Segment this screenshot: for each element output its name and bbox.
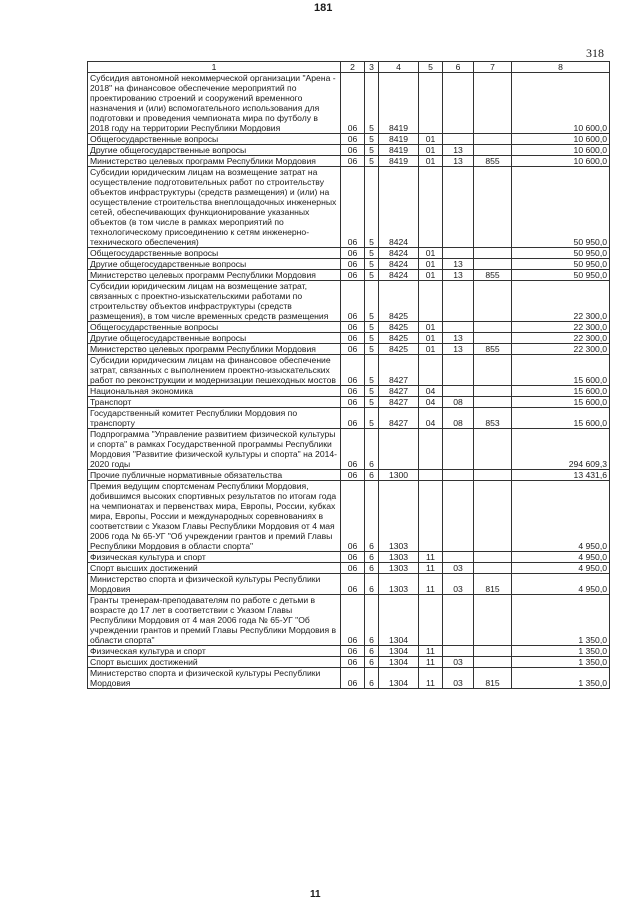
table-row — [88, 322, 610, 333]
row-name-cell: Общегосударственные вопросы — [88, 322, 341, 333]
subsection-code-cell: 5 — [365, 322, 379, 333]
table-row — [88, 344, 610, 355]
section-code-cell: 06 — [341, 248, 365, 259]
row-name-cell: Физическая культура и спорт — [88, 552, 341, 563]
row-name-cell: Субсидии юридическим лицам на финансовое обеспечение затрат, связанных с выполнением проектно-изыскательских работ по реконструкции и модернизации пешеходных мостов — [88, 355, 341, 386]
subsection-code-cell: 6 — [365, 429, 379, 470]
subchapter-code-cell — [443, 281, 474, 322]
table-row — [88, 397, 610, 408]
table-row — [88, 646, 610, 657]
subsection-code-cell: 6 — [365, 563, 379, 574]
ministry-code-cell — [474, 552, 512, 563]
table-row — [88, 73, 610, 134]
amount-cell: 4 950,0 — [512, 481, 610, 552]
subchapter-code-cell: 13 — [443, 270, 474, 281]
section-code-cell: 06 — [341, 429, 365, 470]
subchapter-code-cell — [443, 552, 474, 563]
row-name-cell: Прочие публичные нормативные обязательства — [88, 470, 341, 481]
ministry-code-cell — [474, 355, 512, 386]
article-code-cell: 8419 — [379, 156, 419, 167]
section-code-cell: 06 — [341, 322, 365, 333]
section-code-cell: 06 — [341, 167, 365, 248]
section-code-cell: 06 — [341, 145, 365, 156]
amount-cell: 22 300,0 — [512, 333, 610, 344]
chapter-code-cell — [419, 355, 443, 386]
table-row — [88, 574, 610, 595]
section-code-cell: 06 — [341, 574, 365, 595]
table-row — [88, 668, 610, 689]
subchapter-code-cell: 08 — [443, 397, 474, 408]
row-name-cell: Министерство спорта и физической культуры Республики Мордовия — [88, 668, 341, 689]
budget-table — [87, 61, 610, 689]
table-row — [88, 355, 610, 386]
chapter-code-cell — [419, 73, 443, 134]
section-code-cell: 06 — [341, 156, 365, 167]
amount-cell: 1 350,0 — [512, 668, 610, 689]
subchapter-code-cell: 13 — [443, 344, 474, 355]
article-code-cell: 8427 — [379, 355, 419, 386]
amount-cell: 13 431,6 — [512, 470, 610, 481]
table-row — [88, 333, 610, 344]
section-code-cell: 06 — [341, 259, 365, 270]
subsection-code-cell: 6 — [365, 595, 379, 646]
amount-cell: 10 600,0 — [512, 145, 610, 156]
table-row — [88, 595, 610, 646]
ministry-code-cell: 853 — [474, 408, 512, 429]
subsection-code-cell: 5 — [365, 344, 379, 355]
amount-cell: 15 600,0 — [512, 386, 610, 397]
row-name-cell: Министерство целевых программ Республики Мордовия — [88, 156, 341, 167]
subchapter-code-cell: 03 — [443, 574, 474, 595]
chapter-code-cell: 04 — [419, 397, 443, 408]
amount-cell: 22 300,0 — [512, 281, 610, 322]
chapter-code-cell: 11 — [419, 563, 443, 574]
section-code-cell: 06 — [341, 397, 365, 408]
subsection-code-cell: 5 — [365, 73, 379, 134]
amount-cell: 1 350,0 — [512, 657, 610, 668]
subsection-code-cell: 5 — [365, 259, 379, 270]
chapter-code-cell: 11 — [419, 574, 443, 595]
subchapter-code-cell — [443, 134, 474, 145]
article-code-cell: 8424 — [379, 259, 419, 270]
row-name-cell: Подпрограмма "Управление развитием физической культуры и спорта" в рамках Государственной программы Республики Мордовия "Развитие физической культуры и спорта" на 2014-2020 годы — [88, 429, 341, 470]
page-number: 318 — [586, 46, 604, 60]
header-cell: 3 — [365, 62, 379, 73]
row-name-cell: Премия ведущим спортсменам Республики Мордовия, добившимся высоких спортивных результатов по итогам года на чемпионатах и первенствах мира, Европы, России, кубках мира, Европы, России и международных соревнованиях в соответствии с Указом Главы Республики Мордовия от 4 мая 2006 года № 65-УГ "Об учреждении грантов и премий Главы Республики Мордовия в области спорта" — [88, 481, 341, 552]
chapter-code-cell: 11 — [419, 646, 443, 657]
ministry-code-cell — [474, 248, 512, 259]
table-row — [88, 481, 610, 552]
subchapter-code-cell — [443, 646, 474, 657]
subsection-code-cell: 5 — [365, 248, 379, 259]
section-code-cell: 06 — [341, 563, 365, 574]
article-code-cell: 8425 — [379, 281, 419, 322]
chapter-code-cell: 01 — [419, 259, 443, 270]
subsection-code-cell: 5 — [365, 134, 379, 145]
amount-cell: 4 950,0 — [512, 563, 610, 574]
top-page-mark: 181 — [314, 2, 333, 14]
ministry-code-cell — [474, 386, 512, 397]
row-name-cell: Спорт высших достижений — [88, 563, 341, 574]
ministry-code-cell — [474, 333, 512, 344]
ministry-code-cell: 815 — [474, 668, 512, 689]
table-row — [88, 408, 610, 429]
chapter-code-cell: 01 — [419, 270, 443, 281]
article-code-cell: 1304 — [379, 668, 419, 689]
chapter-code-cell: 04 — [419, 408, 443, 429]
chapter-code-cell: 01 — [419, 134, 443, 145]
subsection-code-cell: 6 — [365, 646, 379, 657]
article-code-cell: 1303 — [379, 481, 419, 552]
table-row — [88, 248, 610, 259]
row-name-cell: Общегосударственные вопросы — [88, 134, 341, 145]
chapter-code-cell: 01 — [419, 248, 443, 259]
section-code-cell: 06 — [341, 668, 365, 689]
subchapter-code-cell — [443, 322, 474, 333]
chapter-code-cell: 11 — [419, 668, 443, 689]
subsection-code-cell: 5 — [365, 408, 379, 429]
row-name-cell: Субсидия автономной некоммерческой организации "Арена - 2018" на финансовое обеспечение мероприятий по проектированию строений и сооружений временного назначения и (или) вспомогательного использования для подготовки и проведения чемпионата мира по футболу в 2018 году на территории Республики Мордовия — [88, 73, 341, 134]
table-row — [88, 552, 610, 563]
table-row — [88, 259, 610, 270]
subsection-code-cell: 6 — [365, 481, 379, 552]
subchapter-code-cell — [443, 248, 474, 259]
header-cell: 4 — [379, 62, 419, 73]
amount-cell: 50 950,0 — [512, 248, 610, 259]
subsection-code-cell: 5 — [365, 386, 379, 397]
table-row — [88, 281, 610, 322]
ministry-code-cell: 855 — [474, 156, 512, 167]
subchapter-code-cell — [443, 386, 474, 397]
amount-cell: 1 350,0 — [512, 595, 610, 646]
amount-cell: 15 600,0 — [512, 408, 610, 429]
row-name-cell: Общегосударственные вопросы — [88, 248, 341, 259]
section-code-cell: 06 — [341, 355, 365, 386]
row-name-cell: Транспорт — [88, 397, 341, 408]
row-name-cell: Другие общегосударственные вопросы — [88, 333, 341, 344]
row-name-cell: Другие общегосударственные вопросы — [88, 259, 341, 270]
subchapter-code-cell: 13 — [443, 333, 474, 344]
article-code-cell: 1300 — [379, 470, 419, 481]
amount-cell: 294 609,3 — [512, 429, 610, 470]
table-row — [88, 470, 610, 481]
subsection-code-cell: 5 — [365, 145, 379, 156]
subsection-code-cell: 5 — [365, 397, 379, 408]
amount-cell: 22 300,0 — [512, 344, 610, 355]
section-code-cell: 06 — [341, 595, 365, 646]
amount-cell: 4 950,0 — [512, 552, 610, 563]
ministry-code-cell — [474, 281, 512, 322]
row-name-cell: Государственный комитет Республики Мордовия по транспорту — [88, 408, 341, 429]
subsection-code-cell: 5 — [365, 270, 379, 281]
header-cell: 7 — [474, 62, 512, 73]
ministry-code-cell — [474, 397, 512, 408]
ministry-code-cell — [474, 167, 512, 248]
chapter-code-cell — [419, 429, 443, 470]
chapter-code-cell — [419, 595, 443, 646]
amount-cell: 22 300,0 — [512, 322, 610, 333]
article-code-cell: 8427 — [379, 397, 419, 408]
ministry-code-cell — [474, 429, 512, 470]
subsection-code-cell: 5 — [365, 156, 379, 167]
article-code-cell — [379, 429, 419, 470]
header-cell: 5 — [419, 62, 443, 73]
article-code-cell: 8425 — [379, 333, 419, 344]
amount-cell: 15 600,0 — [512, 355, 610, 386]
subchapter-code-cell: 13 — [443, 259, 474, 270]
chapter-code-cell: 01 — [419, 145, 443, 156]
table-row — [88, 156, 610, 167]
amount-cell: 1 350,0 — [512, 646, 610, 657]
amount-cell: 10 600,0 — [512, 73, 610, 134]
table-row — [88, 167, 610, 248]
ministry-code-cell: 815 — [474, 574, 512, 595]
header-cell: 2 — [341, 62, 365, 73]
ministry-code-cell: 855 — [474, 270, 512, 281]
subsection-code-cell: 6 — [365, 470, 379, 481]
header-cell: 6 — [443, 62, 474, 73]
subchapter-code-cell: 03 — [443, 668, 474, 689]
subchapter-code-cell: 03 — [443, 657, 474, 668]
chapter-code-cell: 01 — [419, 322, 443, 333]
subsection-code-cell: 6 — [365, 552, 379, 563]
ministry-code-cell — [474, 657, 512, 668]
amount-cell: 50 950,0 — [512, 167, 610, 248]
section-code-cell: 06 — [341, 344, 365, 355]
amount-cell: 10 600,0 — [512, 156, 610, 167]
row-name-cell: Субсидии юридическим лицам на возмещение затрат, связанных с проектно-изыскательскими работами по строительству объектов инфраструктуры (средств размещения), в том числе временных средств размещения — [88, 281, 341, 322]
chapter-code-cell: 01 — [419, 344, 443, 355]
row-name-cell: Другие общегосударственные вопросы — [88, 145, 341, 156]
table-header — [88, 62, 610, 73]
table-row — [88, 657, 610, 668]
subchapter-code-cell: 08 — [443, 408, 474, 429]
section-code-cell: 06 — [341, 657, 365, 668]
subsection-code-cell: 6 — [365, 668, 379, 689]
section-code-cell: 06 — [341, 408, 365, 429]
ministry-code-cell — [474, 145, 512, 156]
section-code-cell: 06 — [341, 552, 365, 563]
article-code-cell: 8419 — [379, 73, 419, 134]
chapter-code-cell — [419, 281, 443, 322]
chapter-code-cell: 01 — [419, 156, 443, 167]
article-code-cell: 1304 — [379, 646, 419, 657]
subsection-code-cell: 6 — [365, 657, 379, 668]
subsection-code-cell: 6 — [365, 574, 379, 595]
amount-cell: 50 950,0 — [512, 270, 610, 281]
row-name-cell: Министерство целевых программ Республики Мордовия — [88, 270, 341, 281]
subchapter-code-cell — [443, 355, 474, 386]
bottom-page-mark: 11 — [310, 889, 321, 900]
subchapter-code-cell — [443, 595, 474, 646]
chapter-code-cell: 04 — [419, 386, 443, 397]
ministry-code-cell — [474, 470, 512, 481]
subsection-code-cell: 5 — [365, 355, 379, 386]
subchapter-code-cell — [443, 167, 474, 248]
amount-cell: 50 950,0 — [512, 259, 610, 270]
table-row — [88, 270, 610, 281]
article-code-cell: 8424 — [379, 270, 419, 281]
row-name-cell: Министерство целевых программ Республики Мордовия — [88, 344, 341, 355]
subchapter-code-cell — [443, 481, 474, 552]
section-code-cell: 06 — [341, 470, 365, 481]
amount-cell: 15 600,0 — [512, 397, 610, 408]
table-body — [88, 73, 610, 689]
subsection-code-cell: 5 — [365, 333, 379, 344]
row-name-cell: Министерство спорта и физической культуры Республики Мордовия — [88, 574, 341, 595]
article-code-cell: 8424 — [379, 248, 419, 259]
chapter-code-cell: 01 — [419, 333, 443, 344]
table-row — [88, 134, 610, 145]
subsection-code-cell: 5 — [365, 167, 379, 248]
article-code-cell: 8424 — [379, 167, 419, 248]
table-row — [88, 429, 610, 470]
chapter-code-cell: 11 — [419, 552, 443, 563]
ministry-code-cell — [474, 259, 512, 270]
section-code-cell: 06 — [341, 134, 365, 145]
subchapter-code-cell — [443, 73, 474, 134]
header-cell: 8 — [512, 62, 610, 73]
chapter-code-cell — [419, 167, 443, 248]
chapter-code-cell: 11 — [419, 657, 443, 668]
chapter-code-cell — [419, 481, 443, 552]
section-code-cell: 06 — [341, 386, 365, 397]
amount-cell: 4 950,0 — [512, 574, 610, 595]
row-name-cell: Национальная экономика — [88, 386, 341, 397]
article-code-cell: 8425 — [379, 322, 419, 333]
article-code-cell: 8427 — [379, 408, 419, 429]
row-name-cell: Субсидии юридическим лицам на возмещение затрат на осуществление подготовительных работ по строительству объектов инфраструктуры (средств размещения) и (или) на осуществление строительства внеплощадочных инженерных сетей, обеспечивающих функционирование указанных объектов (в том числе в рамках мероприятий по технологическому присоединению к сетям инженерно-технического обеспечения) — [88, 167, 341, 248]
article-code-cell: 8427 — [379, 386, 419, 397]
section-code-cell: 06 — [341, 270, 365, 281]
table-row — [88, 145, 610, 156]
ministry-code-cell — [474, 481, 512, 552]
section-code-cell: 06 — [341, 73, 365, 134]
section-code-cell: 06 — [341, 333, 365, 344]
chapter-code-cell — [419, 470, 443, 481]
ministry-code-cell — [474, 73, 512, 134]
row-name-cell: Физическая культура и спорт — [88, 646, 341, 657]
section-code-cell: 06 — [341, 481, 365, 552]
amount-cell: 10 600,0 — [512, 134, 610, 145]
article-code-cell: 1303 — [379, 563, 419, 574]
article-code-cell: 1303 — [379, 552, 419, 563]
article-code-cell: 8419 — [379, 134, 419, 145]
subchapter-code-cell: 13 — [443, 145, 474, 156]
ministry-code-cell — [474, 563, 512, 574]
table-row — [88, 563, 610, 574]
ministry-code-cell: 855 — [474, 344, 512, 355]
article-code-cell: 1304 — [379, 595, 419, 646]
header-cell: 1 — [88, 62, 341, 73]
article-code-cell: 1304 — [379, 657, 419, 668]
ministry-code-cell — [474, 322, 512, 333]
ministry-code-cell — [474, 134, 512, 145]
ministry-code-cell — [474, 595, 512, 646]
article-code-cell: 8419 — [379, 145, 419, 156]
row-name-cell: Гранты тренерам-преподавателям по работе с детьми в возрасте до 17 лет в соответствии с Указом Главы Республики Мордовия от 4 мая 2006 года № 65-УГ "Об учреждении грантов и премий Главы Республики Мордовия в области спорта" — [88, 595, 341, 646]
article-code-cell: 1303 — [379, 574, 419, 595]
subchapter-code-cell — [443, 470, 474, 481]
subchapter-code-cell — [443, 429, 474, 470]
header-row — [88, 62, 610, 73]
table-row — [88, 386, 610, 397]
row-name-cell: Спорт высших достижений — [88, 657, 341, 668]
subchapter-code-cell: 13 — [443, 156, 474, 167]
article-code-cell: 8425 — [379, 344, 419, 355]
section-code-cell: 06 — [341, 281, 365, 322]
subchapter-code-cell: 03 — [443, 563, 474, 574]
subsection-code-cell: 5 — [365, 281, 379, 322]
section-code-cell: 06 — [341, 646, 365, 657]
ministry-code-cell — [474, 646, 512, 657]
